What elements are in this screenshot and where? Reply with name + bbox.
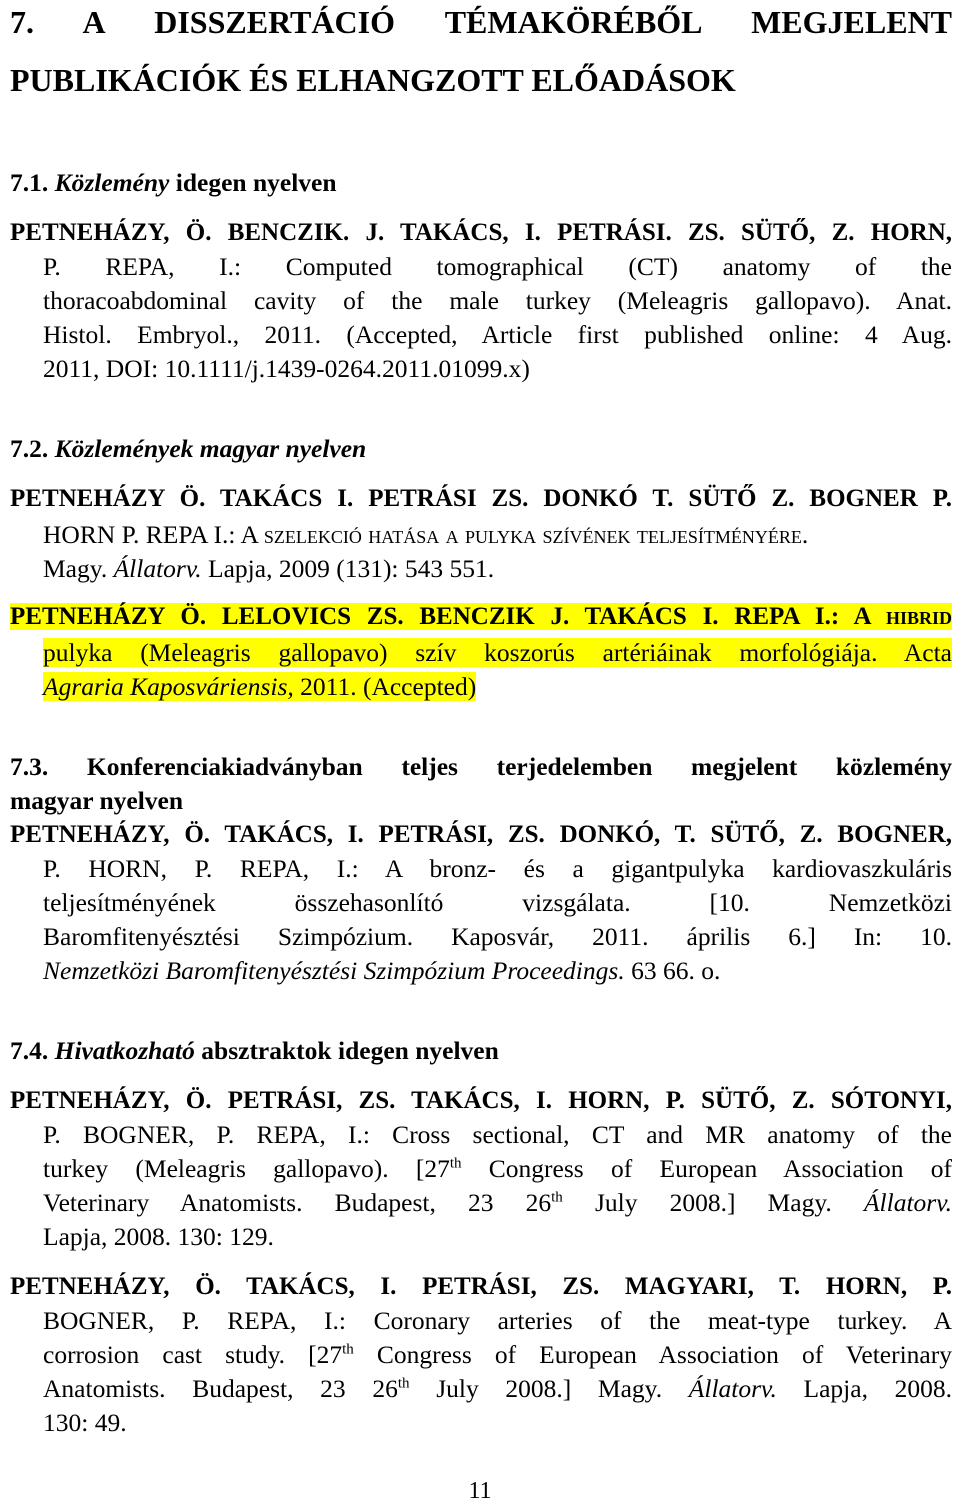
pub-7-2-2-authors: PETNEHÁZY Ö. LELOVICS ZS. BENCZIK J. TAKÁCS I. REPA I.: A hibrid [10, 603, 952, 630]
pub-7-4-2-authors: PETNEHÁZY, Ö. TAKÁCS, I. PETRÁSI, ZS. MAGYARI, T. HORN, P. [10, 1273, 952, 1300]
heading-7-3-line2: magyar nyelven [10, 786, 184, 815]
pub-7-4-2-line5: 130: 49. [43, 1408, 127, 1437]
pub-7-2-2-line3: Agraria Kaposváriensis, 2011. (Accepted) [43, 672, 477, 701]
pub-7-1-1-line2: P. REPA, I.: Computed tomographical (CT) anatomy of the [43, 252, 952, 281]
heading-7-2: 7.2. Közlemények magyar nyelven [10, 434, 367, 463]
pub-7-3-1-line3: teljesítményének összehasonlító vizsgálata. [10. Nemzetközi [43, 888, 952, 917]
pub-7-4-1-line2: P. BOGNER, P. REPA, I.: Cross sectional, CT and MR anatomy of the [43, 1120, 952, 1149]
pub-7-4-1-authors: PETNEHÁZY, Ö. PETRÁSI, ZS. TAKÁCS, I. HORN, P. SÜTŐ, Z. SÓTONYI, [10, 1087, 952, 1114]
pub-7-4-1-line3: turkey (Meleagris gallopavo). [27th Congress of European Association of [43, 1154, 952, 1183]
pub-7-2-1-line2: HORN P. REPA I.: A szelekció hatása a pulyka szívének teljesítményére. [43, 520, 809, 549]
pub-7-3-1-line5: Nemzetközi Baromfitenyésztési Szimpózium Proceedings. 63 66. o. [43, 956, 721, 985]
pub-7-3-1-line2: P. HORN, P. REPA, I.: A bronz- és a gigantpulyka kardiovaszkuláris [43, 854, 952, 883]
pub-7-2-1-line3: Magy. Állatorv. Lapja, 2009 (131): 543 551. [43, 554, 495, 583]
pub-7-2-2-line2: pulyka (Meleagris gallopavo) szív koszorús artériáinak morfológiája. Acta [43, 638, 952, 667]
heading-7-3-line1: 7.3. Konferenciakiadványban teljes terjedelemben megjelent közlemény [10, 752, 952, 781]
pub-7-3-1-authors: PETNEHÁZY, Ö. TAKÁCS, I. PETRÁSI, ZS. DONKÓ, T. SÜTŐ, Z. BOGNER, [10, 821, 952, 848]
heading-7-1: 7.1. Közlemény idegen nyelven [10, 168, 337, 197]
pub-7-4-2-line2: BOGNER, P. REPA, I.: Coronary arteries of the meat-type turkey. A [43, 1306, 952, 1335]
pub-7-1-1-line3: thoracoabdominal cavity of the male turkey (Meleagris gallopavo). Anat. [43, 286, 952, 315]
pub-7-1-1-line5: 2011, DOI: 10.1111/j.1439-0264.2011.01099.x) [43, 354, 530, 383]
pub-7-4-1-line4: Veterinary Anatomists. Budapest, 23 26th July 2008.] Magy. Állatorv. [43, 1188, 953, 1217]
pub-7-1-1-line4: Histol. Embryol., 2011. (Accepted, Article first published online: 4 Aug. [43, 320, 952, 349]
pub-7-1-1-authors: PETNEHÁZY, Ö. BENCZIK. J. TAKÁCS, I. PETRÁSI. ZS. SÜTŐ, Z. HORN, [10, 219, 952, 246]
section-title-line1: 7. A DISSZERTÁCIÓ TÉMAKÖRÉBŐL MEGJELENT [10, 4, 952, 40]
pub-7-2-1-authors: PETNEHÁZY Ö. TAKÁCS I. PETRÁSI ZS. DONKÓ T. SÜTŐ Z. BOGNER P. [10, 485, 952, 512]
pub-7-4-2-line4: Anatomists. Budapest, 23 26th July 2008.] Magy. Állatorv. Lapja, 2008. [43, 1374, 952, 1403]
pub-7-4-1-line5: Lapja, 2008. 130: 129. [43, 1222, 274, 1251]
page-number: 11 [468, 1478, 492, 1504]
pub-7-4-2-line3: corrosion cast study. [27th Congress of European Association of Veterinary [43, 1340, 952, 1369]
section-title-line2: PUBLIKÁCIÓK ÉS ELHANGZOTT ELŐADÁSOK [10, 62, 736, 98]
pub-7-3-1-line4: Baromfitenyésztési Szimpózium. Kaposvár, 2011. április 6.] In: 10. [43, 922, 952, 951]
heading-7-4: 7.4. Hivatkozható absztraktok idegen nyelven [10, 1036, 499, 1065]
